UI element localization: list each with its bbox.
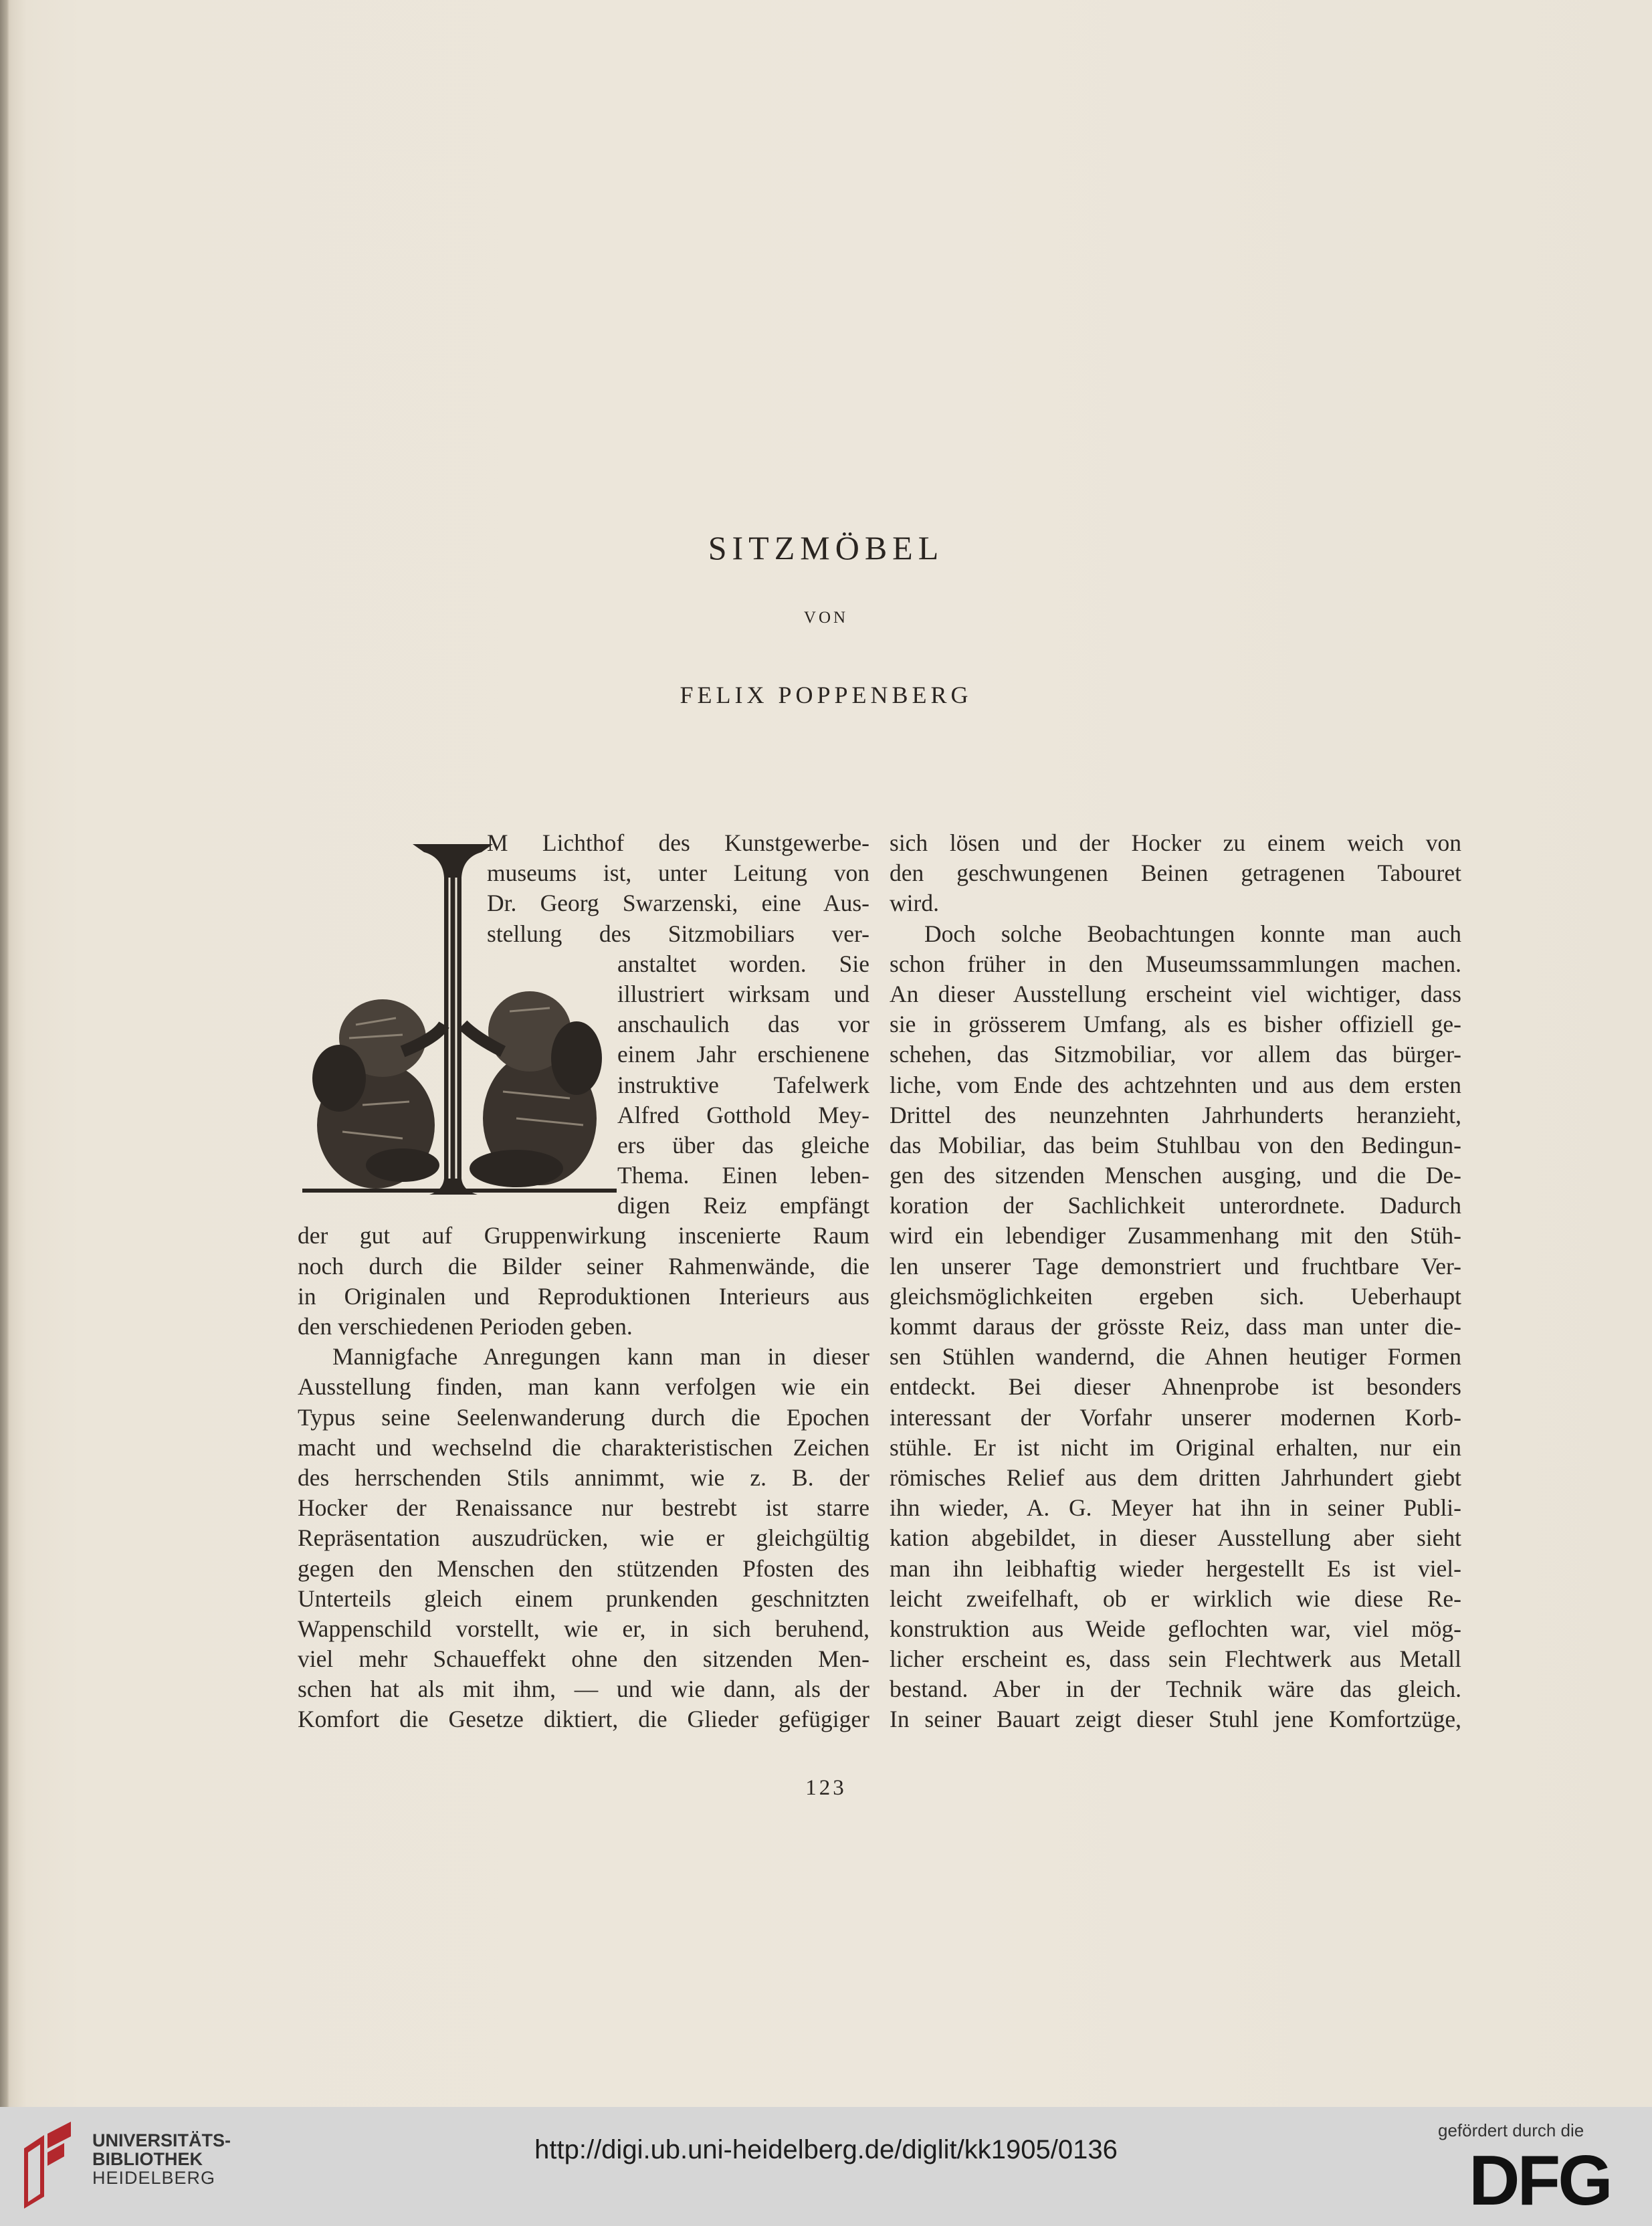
- permalink-url[interactable]: http://digi.ub.uni-heidelberg.de/diglit/kk1905/0136: [534, 2135, 1118, 2164]
- text-line: instruktive Tafelwerk: [617, 1071, 869, 1098]
- text-column-right: [890, 828, 1461, 1735]
- funding-caption: gefördert durch die: [1438, 2120, 1584, 2140]
- text-line: einem Jahr erschienene: [617, 1041, 869, 1068]
- text-line: den geschwungenen Beinen getragenen Tabouret: [890, 859, 1461, 887]
- text-line: Alfred Gotthold Mey-: [617, 1101, 869, 1128]
- article-author: FELIX POPPENBERG: [680, 682, 972, 708]
- text-line: sen Stühlen wandernd, die Ahnen heutiger Formen: [890, 1343, 1461, 1371]
- text-line: der gut auf Gruppenwirkung inscenierte Raum: [298, 1222, 869, 1249]
- text-line: macht und wechselnd die charakteristischen Zeichen: [298, 1433, 869, 1461]
- text-line: gen des sitzenden Menschen ausging, und die De-: [890, 1162, 1461, 1189]
- text-line: Thema. Einen leben-: [617, 1162, 869, 1189]
- text-line: Typus seine Seelenwanderung durch die Epochen: [298, 1403, 869, 1431]
- text-line: anstaltet worden. Sie: [617, 950, 869, 977]
- text-line: noch durch die Bilder seiner Rahmenwände, die: [298, 1252, 869, 1280]
- text-line: Mannigfache Anregungen kann man in dieser: [332, 1343, 869, 1371]
- logo-line: BIBLIOTHEK: [92, 2149, 203, 2169]
- text-line: Komfort die Gesetze diktiert, die Glieder gefügiger: [298, 1706, 869, 1733]
- text-line: gegen den Menschen den stützenden Pfosten des: [298, 1554, 869, 1582]
- text-line: wird.: [890, 890, 939, 917]
- logo-line: HEIDELBERG: [92, 2168, 216, 2188]
- text-line: interessant der Vorfahr unserer modernen Korb-: [890, 1403, 1461, 1431]
- text-line: viel mehr Schaueffekt ohne den sitzenden Men-: [298, 1645, 869, 1673]
- text-line: römisches Relief aus dem dritten Jahrhundert giebt: [890, 1463, 1461, 1491]
- text-line: Dr. Georg Swarzenski, eine Aus-: [487, 890, 869, 917]
- text-line: des herrschenden Stils annimmt, wie z. B. der: [298, 1463, 869, 1491]
- text-line: schen hat als mit ihm, — und wie dann, als der: [298, 1676, 869, 1703]
- text-line: ers über das gleiche: [617, 1131, 869, 1158]
- text-line: entdeckt. Bei dieser Ahnenprobe ist besonders: [890, 1373, 1461, 1401]
- text-line: sich lösen und der Hocker zu einem weich von: [890, 829, 1461, 856]
- text-line: wird ein lebendiger Zusammenhang mit den Stüh-: [890, 1222, 1461, 1249]
- text-line: schehen, das Sitzmobiliar, vor allem das bürger-: [890, 1041, 1461, 1068]
- text-line: museums ist, unter Leitung von: [487, 859, 869, 887]
- text-line: M Lichthof des Kunstgewerbe-: [487, 829, 869, 856]
- text-line: leicht zweifelhaft, ob er wirklich wie diese Re-: [890, 1585, 1461, 1612]
- text-line: anschaulich das vor: [617, 1011, 869, 1038]
- footer-bar: [0, 2107, 1652, 2226]
- text-line: sie in grösserem Umfang, als es bisher offiziell ge-: [890, 1011, 1461, 1038]
- text-line: kommt daraus der grösste Reiz, dass man unter die-: [890, 1313, 1461, 1340]
- text-column-left: [298, 828, 869, 1735]
- text-line: kation abgebildet, in dieser Ausstellung aber sieht: [890, 1524, 1461, 1552]
- text-line: gleichsmöglichkeiten ergeben sich. Ueberhaupt: [890, 1282, 1461, 1310]
- text-line: bestand. Aber in der Technik wäre das gleich.: [890, 1676, 1461, 1703]
- text-line: koration der Sachlichkeit unterordnete. Dadurch: [890, 1192, 1461, 1219]
- text-line: stellung des Sitzmobiliars ver-: [487, 920, 869, 947]
- page-number: 123: [805, 1776, 847, 1800]
- text-line: digen Reiz empfängt: [617, 1192, 869, 1219]
- text-line: den verschiedenen Perioden geben.: [298, 1313, 633, 1340]
- text-line: Drittel des neunzehnten Jahrhunderts heranzieht,: [890, 1101, 1461, 1128]
- text-line: ihn wieder, A. G. Meyer hat ihn in seiner Publi-: [890, 1494, 1461, 1522]
- article-von: VON: [803, 609, 849, 627]
- text-line: Wappenschild vorstellt, wie er, in sich beruhend,: [298, 1615, 869, 1642]
- text-line: licher erscheint es, dass sein Flechtwerk aus Metall: [890, 1645, 1461, 1673]
- text-line: liche, vom Ende des achtzehnten und aus dem ersten: [890, 1071, 1461, 1098]
- text-line: das Mobiliar, das beim Stuhlbau von den Bedingun-: [890, 1131, 1461, 1158]
- article-title: SITZMÖBEL: [708, 529, 944, 567]
- text-line: in Originalen und Reproduktionen Interieurs aus: [298, 1282, 869, 1310]
- text-line: Unterteils gleich einem prunkenden geschnitzten: [298, 1585, 869, 1612]
- dfg-logo-icon[interactable]: [1469, 2147, 1629, 2211]
- text-line: len unserer Tage demonstriert und fruchtbare Ver-: [890, 1252, 1461, 1280]
- text-line: Repräsentation auszudrücken, wie er gleichgültig: [298, 1524, 869, 1552]
- text-line: man ihn leibhaftig wieder hergestellt Es ist viel-: [890, 1554, 1461, 1582]
- text-line: In seiner Bauart zeigt dieser Stuhl jene Komfortzüge,: [890, 1706, 1461, 1733]
- text-line: schon früher in den Museumssammlungen machen.: [890, 950, 1461, 977]
- dfg-logo-text: DFG: [1469, 2147, 1611, 2211]
- text-line: Hocker der Renaissance nur bestrebt ist starre: [298, 1494, 869, 1522]
- text-line: An dieser Ausstellung erscheint viel wichtiger, dass: [890, 980, 1461, 1007]
- text-line: konstruktion aus Weide geflochten war, viel mög-: [890, 1615, 1461, 1642]
- text-line: stühle. Er ist nicht im Original erhalten, nur ein: [890, 1433, 1461, 1461]
- logo-line: UNIVERSITÄTS-: [92, 2130, 231, 2150]
- text-line: Doch solche Beobachtungen konnte man auch: [924, 920, 1461, 947]
- text-line: Ausstellung finden, man kann verfolgen wie ein: [298, 1373, 869, 1401]
- text-line: illustriert wirksam und: [617, 980, 869, 1007]
